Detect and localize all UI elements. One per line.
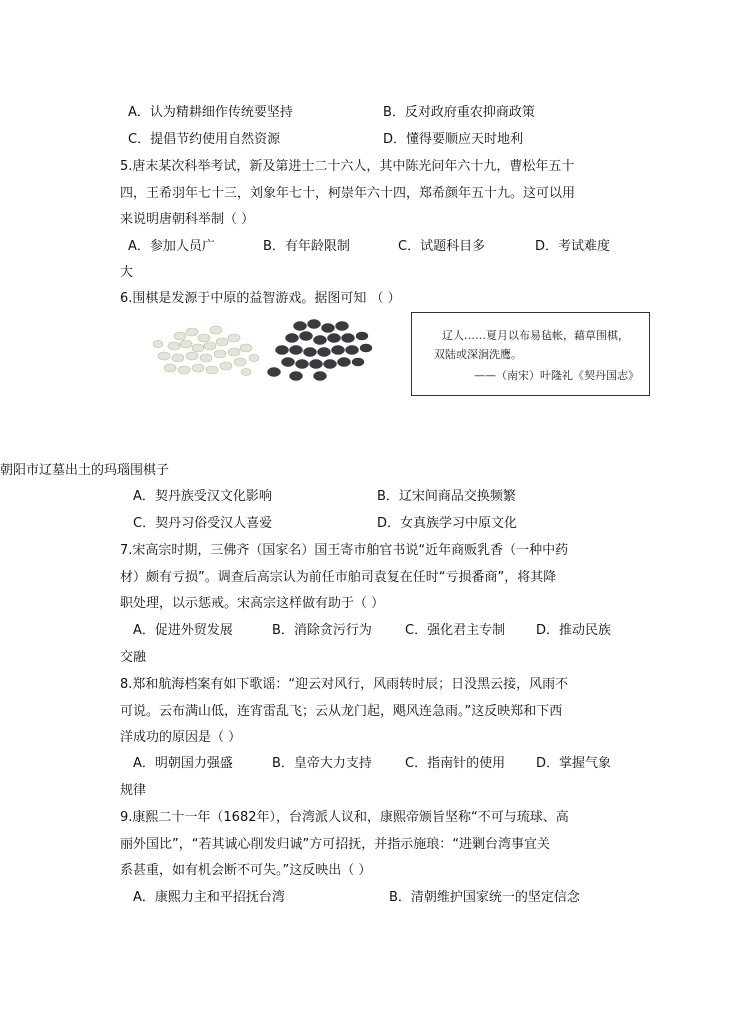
q4-option-b[interactable]: B．反对政府重农抑商政策: [383, 105, 535, 120]
q6-option-a[interactable]: A．契丹族受汉文化影响: [133, 489, 272, 504]
q4-option-d[interactable]: D．懂得要顺应天时地利: [383, 132, 524, 147]
q7-option-c[interactable]: C．强化君主专制: [405, 623, 506, 638]
q8-stem-line1: 8.郑和航海档案有如下歌谣：“迎云对风行，风雨转时辰；日没黑云接，风雨不: [120, 677, 569, 692]
q5-option-d[interactable]: D．考试难度: [535, 239, 611, 254]
q5-stem-line3: 来说明唐朝科举制（ ）: [120, 212, 255, 227]
q5-option-b[interactable]: B．有年龄限制: [263, 239, 350, 254]
q7-stem-line1: 7.宋高宗时期，三佛齐（国家名）国王寄市舶官书说“近年商贩乳香（一种中药: [120, 543, 569, 558]
q6-option-c[interactable]: C．契丹习俗受汉人喜爱: [133, 516, 273, 531]
white-agate-stones: [153, 326, 259, 376]
q9-option-b[interactable]: B．清朝维护国家统一的坚定信念: [389, 890, 580, 905]
q8-stem-line2: 可说。云布满山低，连宵雷乱飞；云从龙门起，飓风连急雨。”这反映郑和下西: [120, 704, 563, 719]
q7-option-b[interactable]: B．消除贪污行为: [272, 623, 372, 638]
q6-option-d[interactable]: D．女真族学习中原文化: [377, 516, 518, 531]
q7-stem-line2: 材）颇有亏损”。调查后高宗认为前任市舶司袁复在任时“亏损番商”，将其降: [120, 570, 557, 585]
q9-option-a[interactable]: A．康熙力主和平招抚台湾: [133, 890, 285, 905]
q9-stem-line2: 丽外国比”，“若其诚心削发归诚”方可招抚，并指示施琅：“进剿台湾事宜关: [120, 837, 550, 852]
q8-option-c[interactable]: C．指南针的使用: [405, 756, 506, 771]
black-agate-stones: [268, 320, 373, 381]
q5-stem-line1: 5.唐末某次科举考试，新及第进士二十六人，其中陈光问年六十九，曹松年五十: [120, 159, 575, 174]
q9-stem-line3: 系甚重，如有机会断不可失。”这反映出（ ）: [120, 863, 372, 878]
quote-line1: 辽人……夏月以布易毡帐，藉草围棋，: [442, 329, 629, 342]
quote-line2: 双陆或深涧洗鹰。: [434, 348, 522, 361]
q7-option-d-wrap: 交融: [120, 650, 147, 665]
image-caption: 朝阳市辽墓出土的玛瑙围棋子: [0, 463, 170, 478]
q8-stem-line3: 洋成功的原因是（ ）: [120, 730, 242, 745]
historical-quote-box: [411, 312, 650, 396]
q7-stem-line3: 职处理，以示惩戒。宋高宗这样做有助于（ ）: [120, 596, 385, 611]
q6-stem: 6.围棋是发源于中原的益智游戏。据图可知 （ ）: [120, 291, 401, 306]
q9-stem-line1: 9.康熙二十一年（1682年），台湾派人议和，康熙帝颁旨坚称“不可与琉球、高: [120, 810, 569, 825]
go-stones-image: [150, 316, 380, 386]
q4-option-c[interactable]: C．提倡节约使用自然资源: [128, 132, 281, 147]
q8-option-d-wrap: 规律: [120, 783, 147, 798]
q7-option-a[interactable]: A．促进外贸发展: [133, 623, 233, 638]
q8-option-b[interactable]: B．皇帝大力支持: [272, 756, 372, 771]
q6-option-b[interactable]: B．辽宋间商品交换频繁: [377, 489, 516, 504]
q5-stem-line2: 四，王希羽年七十三，刘象年七十，柯崇年六十四，郑希颜年五十九。这可以用: [120, 186, 576, 201]
q7-option-d[interactable]: D．推动民族: [536, 623, 612, 638]
q8-option-d[interactable]: D．掌握气象: [536, 756, 612, 771]
q8-option-a[interactable]: A．明朝国力强盛: [133, 756, 233, 771]
q5-option-a[interactable]: A．参加人员广: [128, 239, 215, 254]
q5-option-c[interactable]: C．试题科目多: [398, 239, 486, 254]
quote-source: ——（南宋）叶隆礼《契丹国志》: [474, 369, 639, 382]
q4-option-a[interactable]: A．认为精耕细作传统要坚持: [128, 105, 293, 120]
q5-option-d-wrap: 大: [120, 265, 134, 280]
